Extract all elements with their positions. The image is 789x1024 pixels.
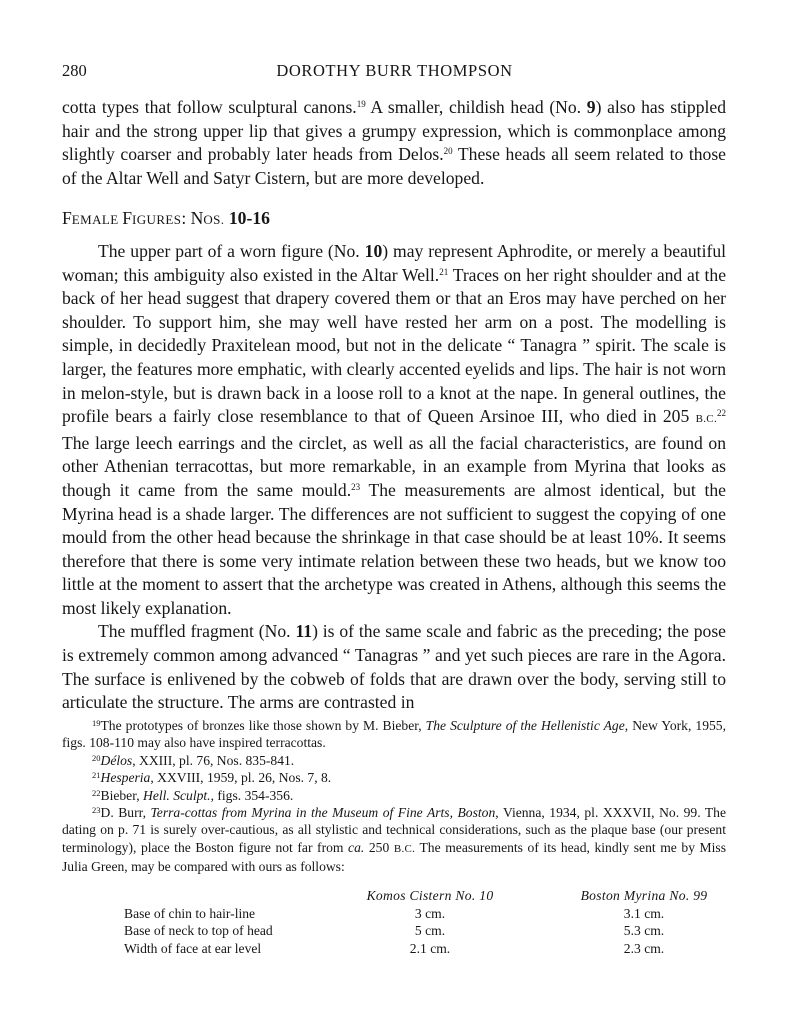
boston-value: 5.3 cm. xyxy=(623,923,665,939)
table-row xyxy=(62,922,726,940)
table-header-row xyxy=(62,887,726,905)
footnote-20: $^{20}$Délos, XXIII, pl. 76, Nos. 835-841. xyxy=(92,752,295,768)
footnote-23: $^{23}$D. Burr, Terra-cottas from Myrina in the Museum of Fine Arts, Boston, Vienna, 1934, pl. XXXVII, No. 99. The dating on p. 71 is surely over-cautious, as all stylistic and technical considerations, such as the plaque base (our present terminology), place the Boston figure not far from ca. 250 B.C. The measurements of its head, kindly sent me by Miss Julia Green, may be compared with ours as follows: xyxy=(62,805,726,875)
table-row xyxy=(62,940,726,958)
catalog-number-11: 11 xyxy=(295,621,313,642)
running-head: DOROTHY BURR THOMPSON xyxy=(276,61,513,80)
page-number: 280 xyxy=(62,61,87,80)
komos-value: 5 cm. xyxy=(414,923,446,939)
intro-paragraph: cotta types that follow sculptural canons.$^{19}$ A smaller, childish head (No. 9) also has stippled hair and the strong upper lip that gives a grumpy expression, which is commonplace among slightly coarser and probably later heads from Delos.$^{20}$ These heads all seem related to those of the Altar Well and Satyr Cistern, but are more developed. xyxy=(62,97,726,188)
footnote-19: $^{19}$The prototypes of bronzes like those shown by M. Bieber, The Sculpture of the Hellenistic Age, New York, 1955, figs. 108-110 may also have inspired terracottas. xyxy=(62,718,726,751)
paragraph-female-figure-10: The upper part of a worn figure (No. 10) may represent Aphrodite, or merely a beautiful woman; this ambiguity also existed in the Altar Well.$^{21}$ Traces on her right shoulder and at the back of her head suggest that drapery covered them or that an Eros may have perched on her shoulder. To support him, she may well have rested her arm on a post. The modelling is simple, in decidedly Praxitelean mood, but not in the delicate “ Tanagra ” spirit. The scale is larger, the features more emphatic, with clearly accented eyelids and lips. The hair is not worn in melon-style, but is drawn back in a loose roll to a knot at the nape. In general outlines, the profile bears a fairly close resemblance to that of Queen Arsinoe III, who died in 205 B.C.$^{22}$ The large leech earrings and the circlet, as well as all the facial characteristics, are found on other Athenian terracottas, but more remarkable, in an example from Myrina that looks as though it came from the same mould.$^{23}$ The measurements are almost identical, but the Myrina head is a shade larger. The differences are not sufficient to suggest the copying of one mould from the other head because the shrinkage in that case should be at least 10%. It seems therefore that there is some very intimate relation between these two heads, but we know too little at the moment to assert that the archetype was created in Athens, although this seems the most likely explanation. xyxy=(62,240,727,618)
row-label: Base of chin to hair-line xyxy=(124,905,256,921)
footnotes xyxy=(62,717,726,876)
catalog-number-10: 10 xyxy=(364,240,383,261)
footnote-22: $^{22}$Bieber, Hell. Sculpt., figs. 354-356. xyxy=(92,787,294,803)
footnote-ref-19: 19 xyxy=(356,99,366,109)
table-row xyxy=(62,905,726,923)
footnote-ref-22: 22 xyxy=(717,408,726,419)
footnote-ref-23: 23 xyxy=(351,481,361,492)
column-header-komos: Komos Cistern No. 10 xyxy=(366,888,494,903)
komos-value: 2.1 cm. xyxy=(409,940,451,956)
row-label: Width of face at ear level xyxy=(124,940,262,956)
main-text xyxy=(62,96,726,715)
komos-value: 3 cm. xyxy=(414,905,446,921)
footnote-21: $^{21}$Hesperia, XXVIII, 1959, pl. 26, Nos. 7, 8. xyxy=(92,770,332,786)
footnote-ref-20: 20 xyxy=(443,146,453,157)
measurement-table xyxy=(62,887,726,957)
footnote-ref-21: 21 xyxy=(439,266,449,277)
page-header xyxy=(62,61,727,83)
paragraph-fragment-11: The muffled fragment (No. 11) is of the same scale and fabric as the preceding; the pose is extremely common among advanced “ Tanagras ” and yet such pieces are rare in the Agora. The surface is enlivened by the cobweb of folds that are drawn over the body, serving still to articulate the structure. The arms are contrasted in xyxy=(62,621,726,713)
boston-value: 2.3 cm. xyxy=(623,940,665,956)
section-heading: FEMALE FIGURES: NOS. 10-16 xyxy=(62,208,270,229)
column-header-boston: Boston Myrina No. 99 xyxy=(580,888,708,903)
boston-value: 3.1 cm. xyxy=(623,905,665,921)
row-label: Base of neck to top of head xyxy=(124,923,273,939)
catalog-number-9: 9 xyxy=(586,97,596,117)
